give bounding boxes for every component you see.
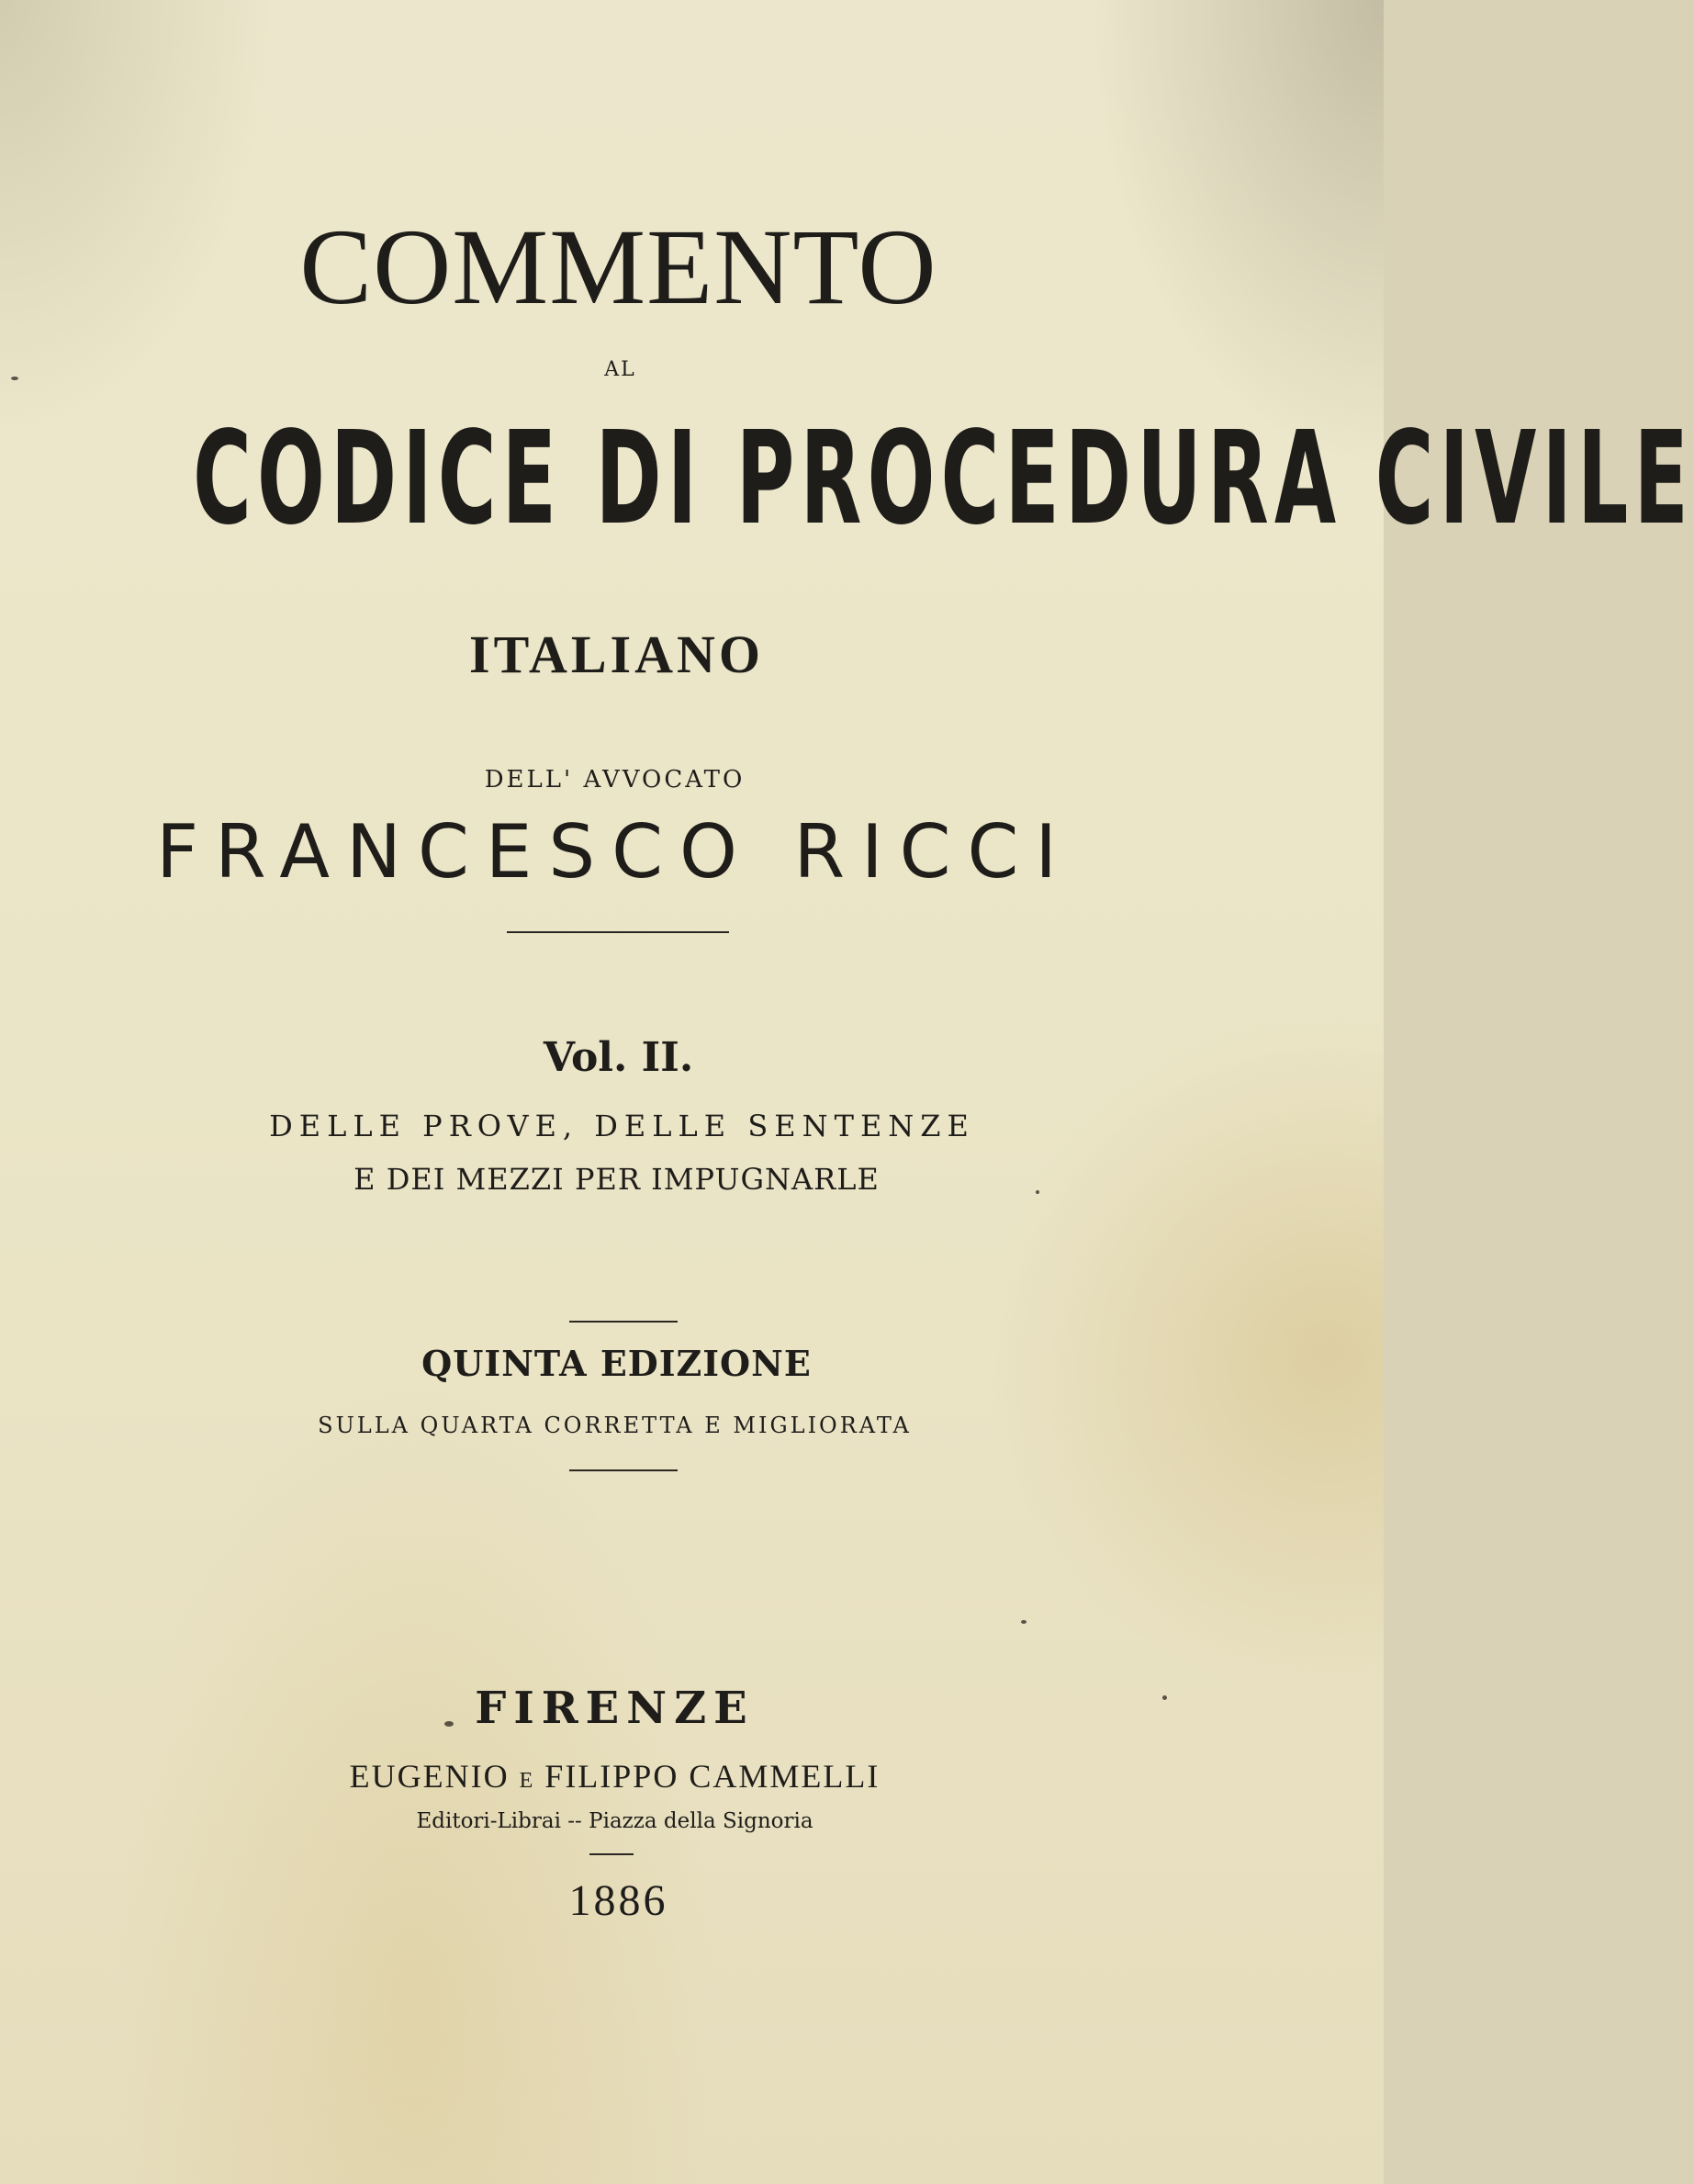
publisher-name [0,1760,1307,1793]
volume-subtitle-line1: DELLE PROVE, DELLE SENTENZE [269,1109,975,1143]
divider-author [507,931,729,933]
volume-label: Vol. II. [543,1034,694,1081]
publisher-name-part2: FILIPPO CAMMELLI [544,1758,881,1795]
paper-speck [11,377,18,380]
edition-label: QUINTA EDIZIONE [421,1343,812,1384]
author-prefix: DELL' AVVOCATO [484,766,746,794]
publisher-name-part1: EUGENIO [349,1758,510,1795]
title-line-commento: COMMENTO [299,207,937,327]
volume-subtitle-line2: E DEI MEZZI PER IMPUGNARLE [353,1162,880,1197]
edition-note: SULLA QUARTA CORRETTA E MIGLIORATA [318,1413,912,1438]
publisher-conjunction: E [519,1769,535,1793]
divider-edition-bottom [569,1469,678,1471]
divider-year [589,1853,634,1855]
paper-speck [444,1721,454,1727]
publisher-address: Editori-Librai -- Piazza della Signoria [416,1809,813,1833]
imprint-city: FIRENZE [475,1683,755,1734]
title-connector-al: AL [604,358,636,381]
publication-year: 1886 [568,1876,668,1925]
paper-speck [1036,1190,1039,1194]
title-line-italiano: ITALIANO [469,625,764,684]
paper-speck [1162,1695,1167,1700]
divider-edition-top [569,1321,678,1323]
paper-speck [1021,1620,1026,1624]
main-title: CODICE DI PROCEDURA CIVILE [193,404,1694,554]
author-name: FRANCESCO RICCI [156,809,1073,895]
